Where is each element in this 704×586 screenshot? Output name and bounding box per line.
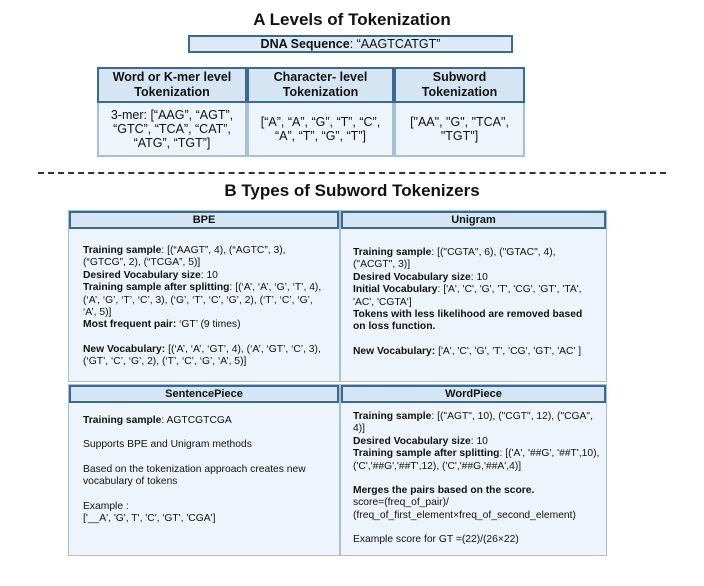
value: : 10 <box>470 271 488 283</box>
value: ['A', 'C', 'G', 'T', 'CG', 'GT', 'AC' ] <box>435 345 582 357</box>
example: Example score for GT =(22)/(26×22) <box>353 534 519 546</box>
example-label: Example : <box>83 500 129 512</box>
value: : [('A', '##G', '##T',10), ('C','##G','##T',12), ('C','##G,'##A',4)] <box>353 448 600 472</box>
label: Merges the pairs based on the score. <box>353 485 535 497</box>
value: : AGTCGTCGA <box>161 415 232 426</box>
label: New Vocabulary: <box>353 345 436 357</box>
label: Desired Vocabulary size <box>353 435 471 447</box>
dna-label: DNA Sequence <box>260 37 350 51</box>
panel-title: BPE <box>69 211 339 229</box>
example-value: ['__A', 'G', T', 'C', 'GT', 'CGA'] <box>83 513 216 525</box>
section-divider <box>38 172 666 174</box>
column-body: ["AA", "G", "TCA", "TGT"] <box>394 103 525 157</box>
value: : [("AGT", 10), ("CGT", 12), ("CGA", 4)] <box>353 411 593 435</box>
value: [(‘A’, ‘A’, ‘GT’, 4), (‘A’, ‘GT’, ‘C’, 3), (‘GT’, ‘C’, ‘G’, 2), (‘T’, ‘C’, ‘G’, ‘A’, 5)] <box>83 343 321 368</box>
label: Most frequent pair: <box>83 319 177 331</box>
value: : 10 <box>200 269 218 281</box>
column-body: 3-mer: [“AAG”, “AGT”, “GTC”, “TCA”, “CAT”, “ATG”, “TGT”] <box>97 103 247 157</box>
value: : 10 <box>470 435 488 447</box>
column-subword <box>394 67 525 157</box>
note: Tokens with less likelihood are removed based on loss function. <box>353 309 583 333</box>
label: Training sample <box>353 247 432 258</box>
score-formula: score=(freq_of_pair)/ <box>353 497 449 509</box>
column-kmer <box>97 67 247 157</box>
label: Training sample after splitting <box>353 448 500 460</box>
section-b-title: B Types of Subword Tokenizers <box>224 181 480 200</box>
column-body: [“A”, “A”, “G”, “T”, “C”, “A”, “T”, “G”, “T”] <box>247 103 394 157</box>
dna-sequence-box <box>188 35 513 53</box>
tokenization-levels-table <box>97 67 525 157</box>
column-header: Word or K-mer level Tokenization <box>97 67 247 103</box>
label: Desired Vocabulary size <box>83 269 201 281</box>
value: : [(‘A’, ‘A’, ‘G’, ‘T’, 4), (‘A’, ‘G’, ‘T’, ‘C’, 3), (‘G’, ‘T’, ‘C’, ‘G’, 2), (‘T’, ‘C’, ‘G’, ‘A’, 5)] <box>83 282 322 319</box>
bpe-panel <box>68 210 340 382</box>
value: : [(“AAGT”, 4), (“AGTC”, 3), (“GTCG”, 2), (“TCGA”, 5)] <box>83 245 286 269</box>
label: Desired Vocabulary size <box>353 271 471 283</box>
column-character <box>247 67 394 157</box>
dna-value: : “AAGTCATGT” <box>349 37 441 51</box>
label: Training sample after splitting <box>83 282 230 294</box>
sentencepiece-panel <box>68 384 340 556</box>
value: : [("CGTA", 6), ("GTAC", 4), ("ACGT", 3)] <box>353 247 556 271</box>
label: Training sample <box>353 411 432 422</box>
column-header: Subword Tokenization <box>394 67 525 103</box>
value: : ['A', 'C', 'G', 'T', 'CG', 'GT', 'TA', 'AC', 'CGTA'] <box>353 284 582 308</box>
text: Based on the tokenization approach creates new vocabulary of tokens <box>83 463 306 488</box>
panel-title: Unigram <box>341 211 606 229</box>
label: Training sample <box>83 415 162 426</box>
panel-title: SentencePiece <box>69 385 339 403</box>
unigram-panel <box>340 210 607 382</box>
panel-title: WordPiece <box>341 385 606 403</box>
score-formula: (freq_of_first_element×freq_of_second_element) <box>353 509 576 521</box>
section-a-title: A Levels of Tokenization <box>253 10 451 29</box>
wordpiece-panel <box>340 384 607 556</box>
text: Supports BPE and Unigram methods <box>83 439 252 451</box>
value: ‘GT’ (9 times) <box>176 319 241 331</box>
column-header: Character- level Tokenization <box>247 67 394 103</box>
label: New Vocabulary: <box>83 343 166 355</box>
label: Initial Vocabulary <box>353 284 438 296</box>
label: Training sample <box>83 245 162 256</box>
